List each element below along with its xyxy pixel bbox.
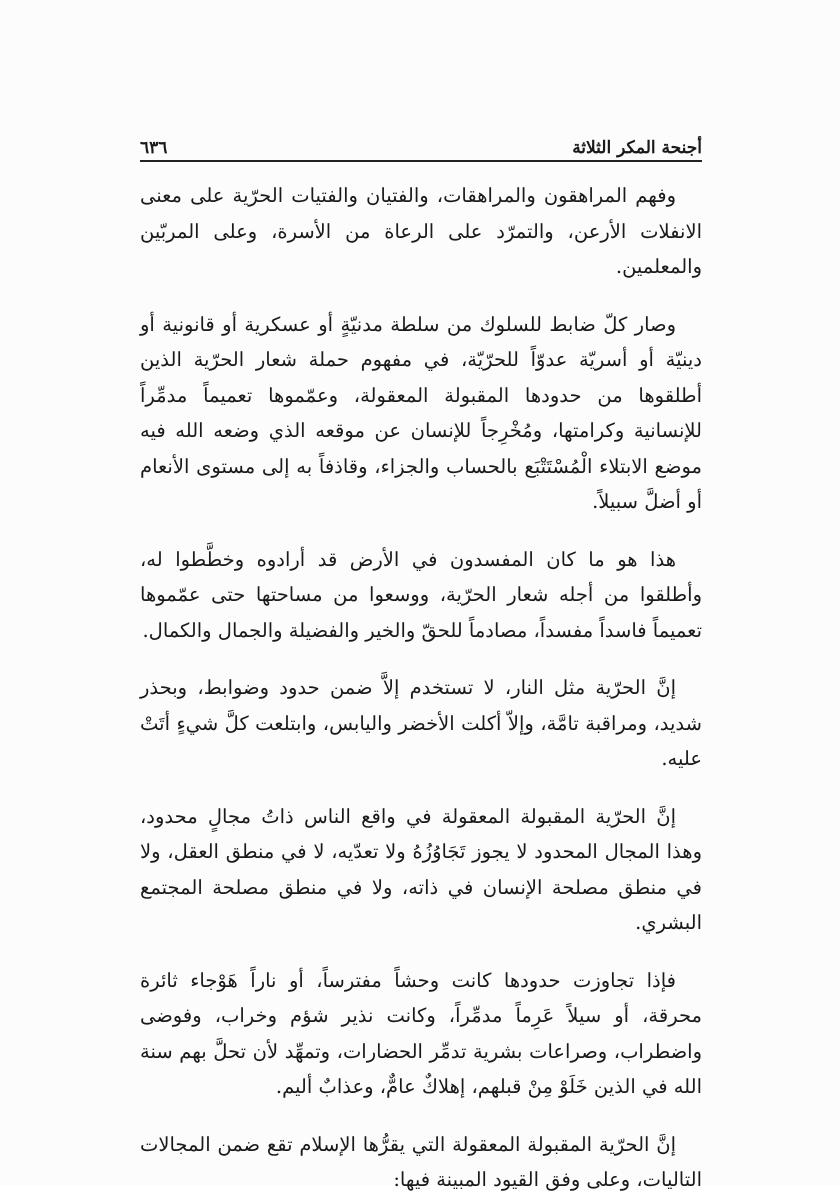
header-rule	[140, 160, 702, 162]
paragraph: وفهم المراهقون والمراهقات، والفتيان والفتيات الحرّية على معنى الانفلات الأرعن، والتمرّد على الرعاة من الأسرة، وعلى المربّين والمعلمين.	[140, 184, 702, 278]
page-number: ٦٣٦	[140, 138, 168, 158]
page-header	[140, 128, 702, 158]
paragraph: هذا هو ما كان المفسدون في الأرض قد أرادوه وخطَّطوا له، وأطلقوا من أجله شعار الحرّية، ووسعوا من مساحتها حتى عمّموها تعميماً فاسداً مفسداً، مصادماً للحقّ والخير والفضيلة والجمال والكمال.	[140, 547, 702, 642]
paragraph: إنَّ الحرّية مثل النار، لا تستخدم إلاَّ ضمن حدود وضوابط، وبحذر شديد، ومراقبة تامَّة، وإلاّ أكلت الأخضر واليابس، وابتلعت كلَّ شيءٍ أتَتْ عليه.	[140, 676, 702, 770]
body-text	[140, 178, 702, 1198]
paragraph: إنَّ الحرّية المقبولة المعقولة التي يقرُّها الإسلام تقع ضمن المجالات التاليات، وعلى وفق القيود المبينة فيها:	[140, 1132, 702, 1191]
paragraph: إنَّ الحرّية المقبولة المعقولة في واقع الناس ذاتُ مجالٍ محدود، وهذا المجال المحدود لا يجوز تَجَاوُزُهُ ولا تعدّيه، لا في منطق العقل، ولا في منطق مصلحة الإنسان في ذاته، ولا في منطق مصلحة المجتمع البشري.	[140, 804, 702, 934]
running-title: أجنحة المكر الثلاثة	[572, 138, 702, 158]
paragraph: وصار كلّ ضابط للسلوك من سلطة مدنيّةٍ أو عسكرية أو قانونية أو دينيّة أو أسريّة عدوّاً للحرّيّة، في مفهوم حملة شعار الحرّية الذين أطلقوها من حدودها المقبولة المعقولة، وعمّموها تعميماً مدمِّراً للإنسانية وكرامتها، ومُخْرِجاً للإنسان عن موقعه الذي وضعه الله فيه موضع الابتلاء الْمُسْتَتْبَع بالحساب والجزاء، وقاذفاً به إلى مستوى الأنعام أو أضلَّ سبيلاً.	[140, 312, 702, 513]
paragraph: فإذا تجاوزت حدودها كانت وحشاً مفترساً، أو ناراً هَوْجاء ثائرة محرقة، أو سيلاً عَرِماً مدمِّراً، وكانت نذير شؤم وخراب، وفوضى واضطراب، وصراعات بشرية تدمِّر الحضارات، وتمهِّد لأن تحلَّ بهم سنة الله في الذين خَلَوْ مِنْ قبلهم، إهلاكٌ عامٌّ، وعذابٌ أليم.	[140, 968, 702, 1098]
